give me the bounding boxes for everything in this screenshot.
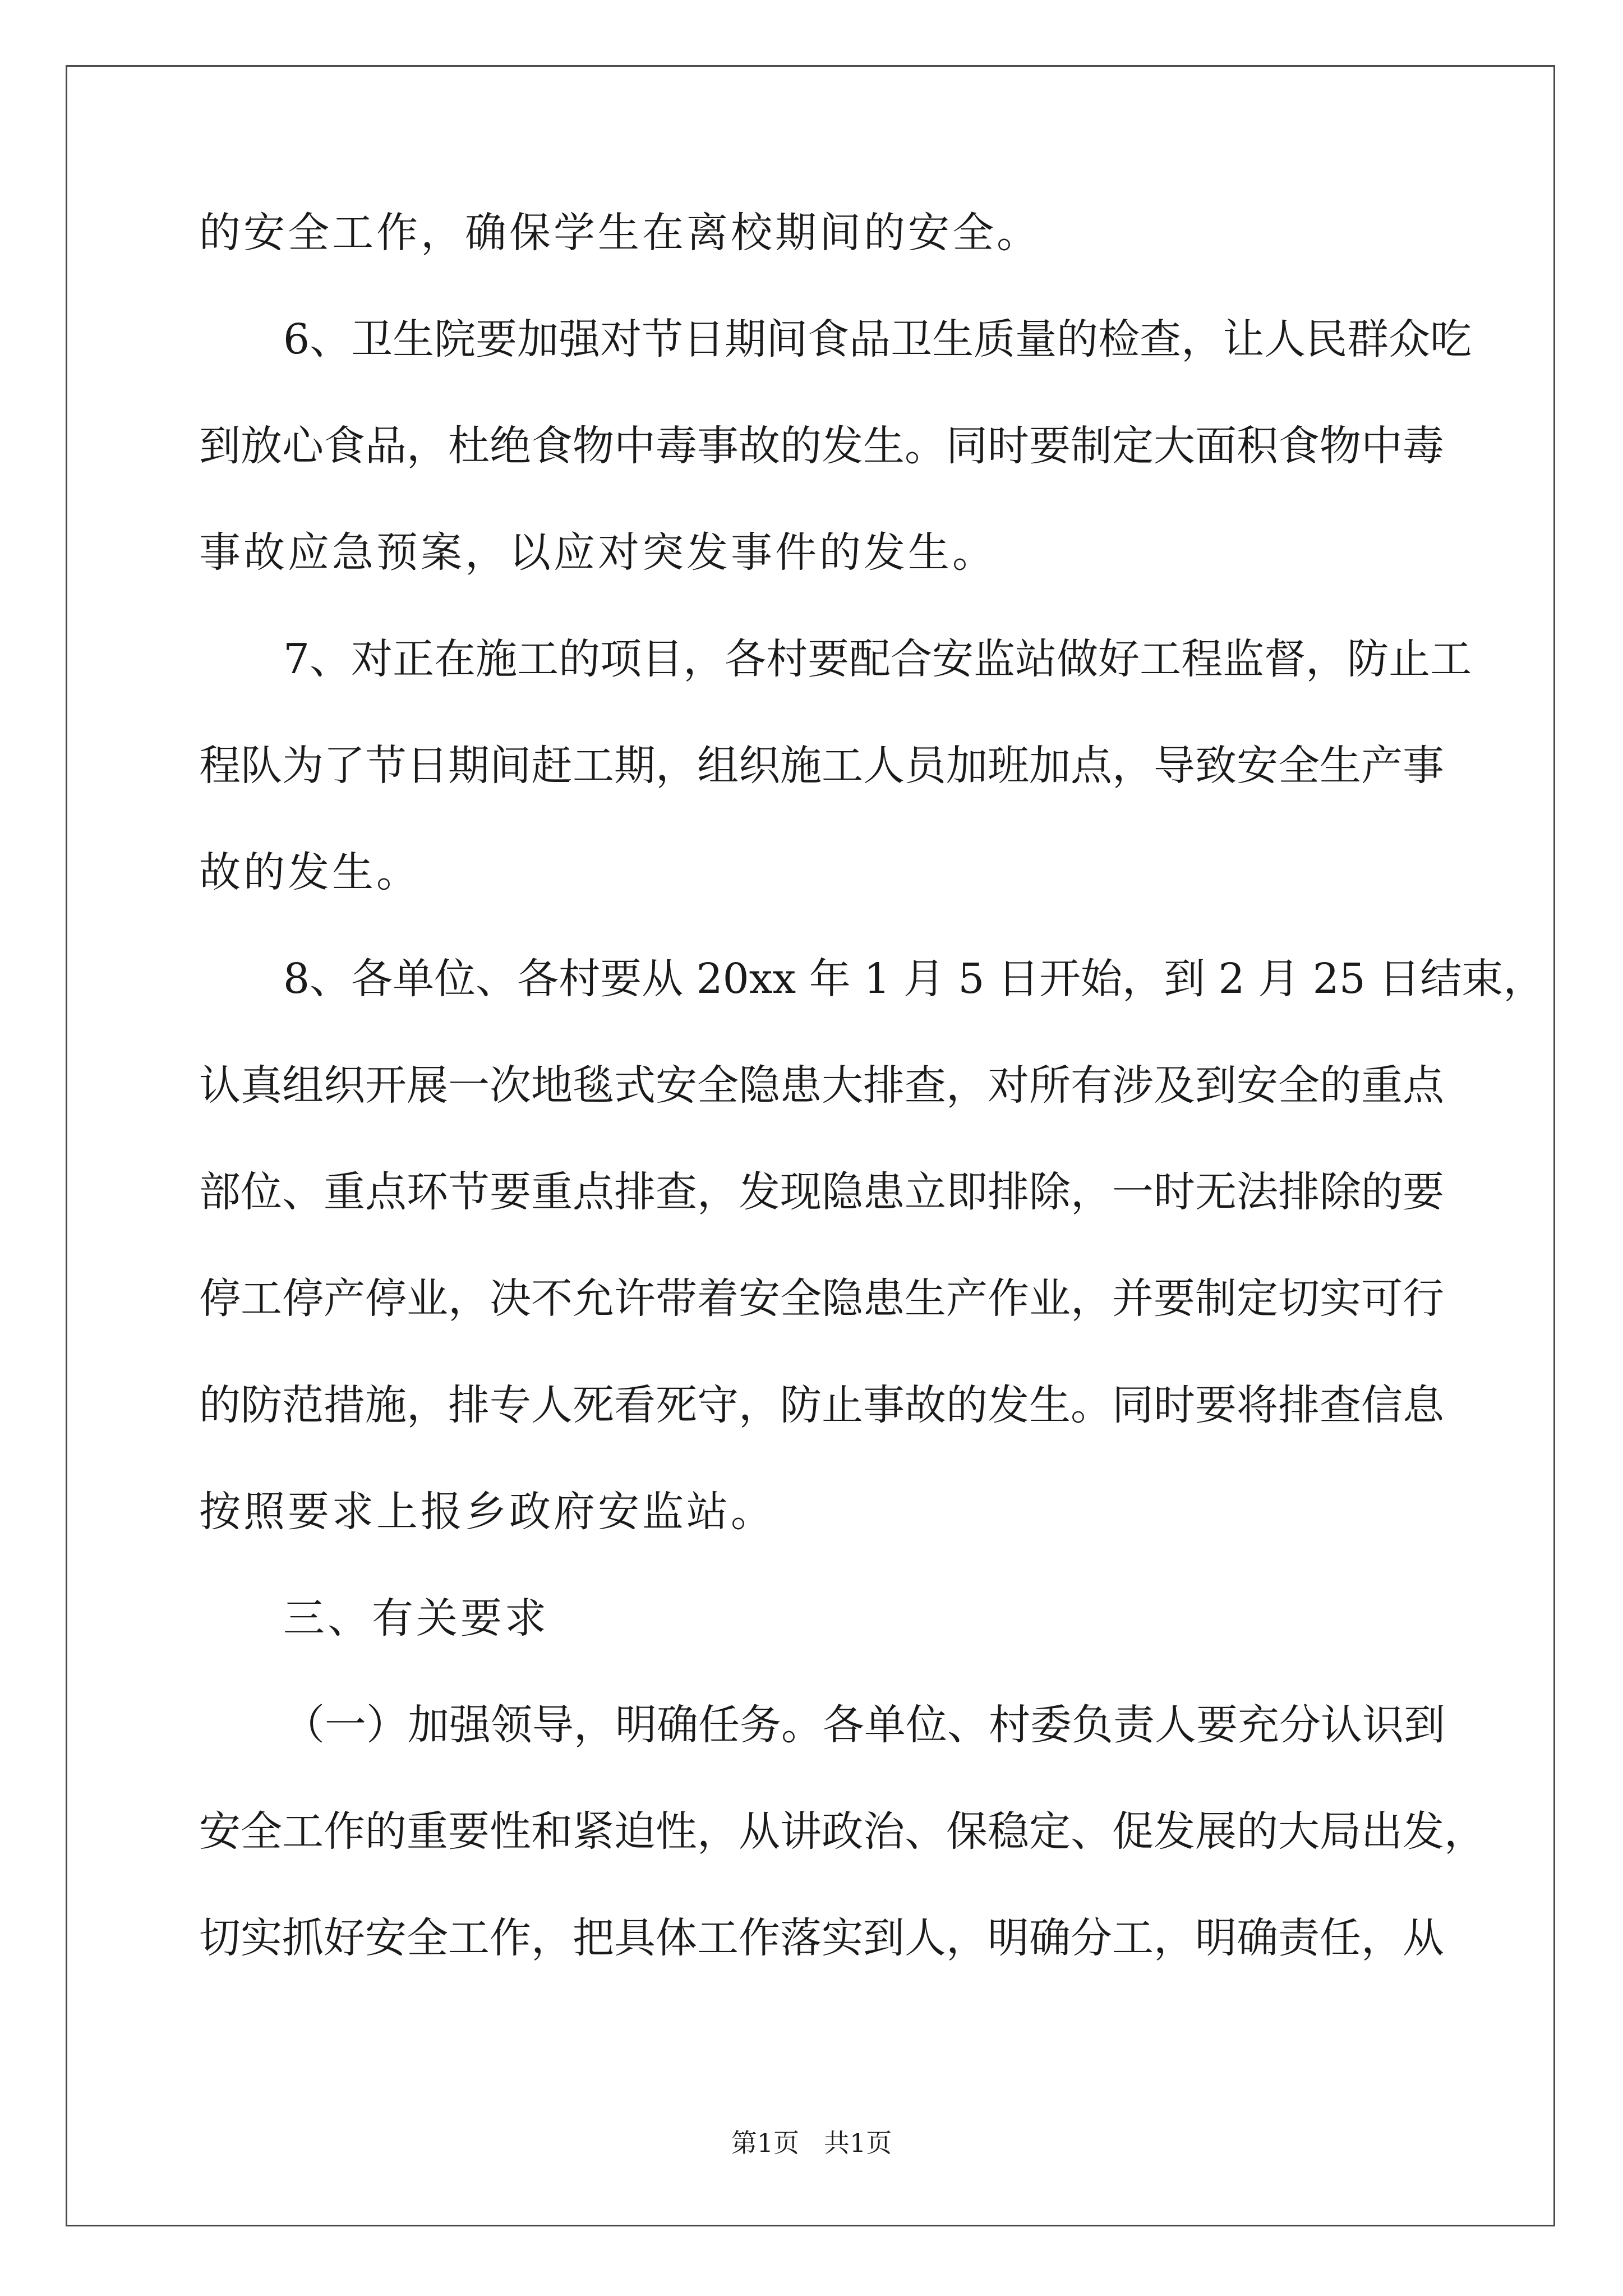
text-line: 故的发生。 <box>199 848 421 896</box>
text-line: 事故应急预案，以应对突发事件的发生。 <box>199 528 997 577</box>
paragraph-8-line-1: 8、各单位、各村要从 20xx 年 1 月 5 日开始，到 2 月 25 日结束， <box>283 955 1545 1003</box>
text-line: 部位、重点环节要重点排查，发现隐患立即排除，一时无法排除的要 <box>199 1168 1444 1216</box>
text-line: 认真组织开展一次地毯式安全隐患大排查，对所有涉及到安全的重点 <box>199 1061 1444 1110</box>
paragraph-7-line-1: 7、对正在施工的项目，各村要配合安监站做好工程监督，防止工 <box>283 635 1472 683</box>
page-border <box>66 65 1555 2226</box>
text-line: 的安全工作，确保学生在离校期间的安全。 <box>199 209 1041 257</box>
page-footer <box>0 2126 1623 2160</box>
text-line: 安全工作的重要性和紧迫性，从讲政治、保稳定、促发展的大局出发， <box>199 1807 1486 1856</box>
paragraph-6-line-1: 6、卫生院要加强对节日期间食品卫生质量的检查，让人民群众吃 <box>283 315 1472 364</box>
page-total: 共1页 <box>824 2128 892 2158</box>
text-line: 停工停产停业，决不允许带着安全隐患生产作业，并要制定切实可行 <box>199 1274 1444 1323</box>
section-heading: 三、有关要求 <box>283 1594 549 1642</box>
subsection-1-line-1: （一）加强领导，明确任务。各单位、村委负责人要充分认识到 <box>283 1701 1445 1749</box>
text-line: 的防范措施，排专人死看死守，防止事故的发生。同时要将排查信息 <box>199 1381 1444 1429</box>
text-line: 程队为了节日期间赶工期，组织施工人员加班加点，导致安全生产事 <box>199 742 1444 790</box>
page-number: 第1页 <box>731 2128 799 2158</box>
text-line: 切实抓好安全工作，把具体工作落实到人，明确分工，明确责任，从 <box>199 1914 1444 1962</box>
text-line: 到放心食品，杜绝食物中毒事故的发生。同时要制定大面积食物中毒 <box>199 422 1444 470</box>
text-line: 按照要求上报乡政府安监站。 <box>199 1488 775 1536</box>
